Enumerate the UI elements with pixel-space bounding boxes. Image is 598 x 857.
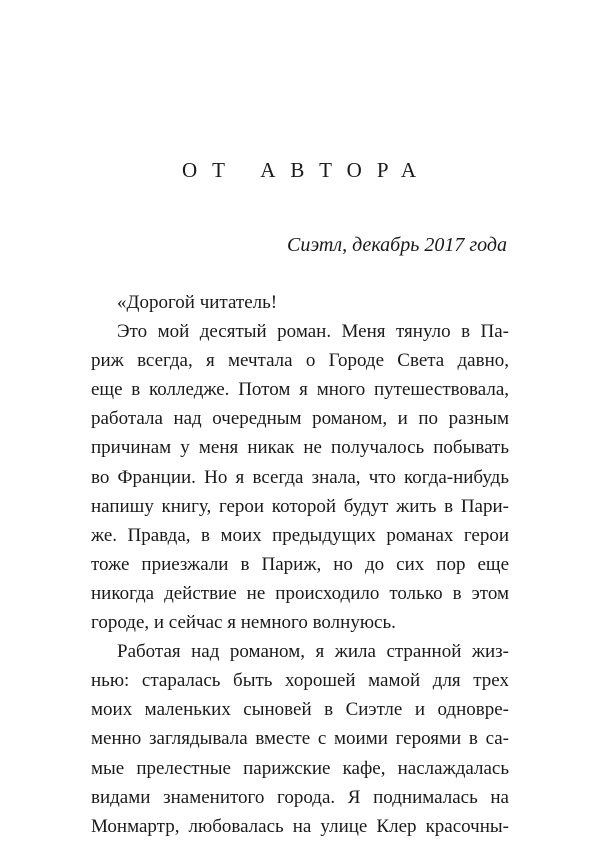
text-line: «Дорогой читатель! xyxy=(117,292,278,313)
text-line: Монмартр, любовалась на улице Клер красочны- xyxy=(91,815,509,837)
text-line: риж всегда, я мечтала о Городе Света давно, xyxy=(91,350,509,372)
text-line: еще в колледже. Потом я много путешествовала, xyxy=(91,379,509,401)
paragraph-2 xyxy=(91,317,509,637)
text-line: причинам у меня никак не получалось побывать xyxy=(91,437,509,459)
paragraph-1 xyxy=(91,288,509,317)
body-text xyxy=(91,288,509,841)
text-line: Работая над романом, я жила странной жиз- xyxy=(117,641,509,663)
text-line: менно заглядывала вместе с моими героями в са- xyxy=(91,728,509,750)
text-line: же. Правда, в моих предыдущих романах герои xyxy=(91,524,509,546)
text-line: напишу книгу, герои которой будут жить в Пари- xyxy=(91,495,509,517)
text-line: моих маленьких сыновей в Сиэтле и одновре- xyxy=(91,699,509,721)
text-line: тоже приезжали в Париж, но до сих пор еще xyxy=(91,553,509,575)
text-line: видами знаменитого города. Я поднималась на xyxy=(91,786,509,808)
text-line: нью: старалась быть хорошей мамой для трех xyxy=(91,670,509,692)
text-line: во Франции. Но я всегда знала, что когда-нибудь xyxy=(91,466,509,488)
text-line: городе, и сейчас я немного волнуюсь. xyxy=(91,612,396,634)
paragraph-3 xyxy=(91,637,509,841)
dateline: Сиэтл, декабрь 2017 года xyxy=(287,234,507,256)
text-line: мые прелестные парижские кафе, наслаждалась xyxy=(91,757,509,779)
text-line: никогда действие не происходило только в этом xyxy=(91,582,509,604)
chapter-heading: ОТ АВТОРА xyxy=(181,158,431,182)
text-line: Это мой десятый роман. Меня тянуло в Па- xyxy=(117,321,509,343)
text-line: работала над очередным романом, и по разным xyxy=(91,408,509,430)
